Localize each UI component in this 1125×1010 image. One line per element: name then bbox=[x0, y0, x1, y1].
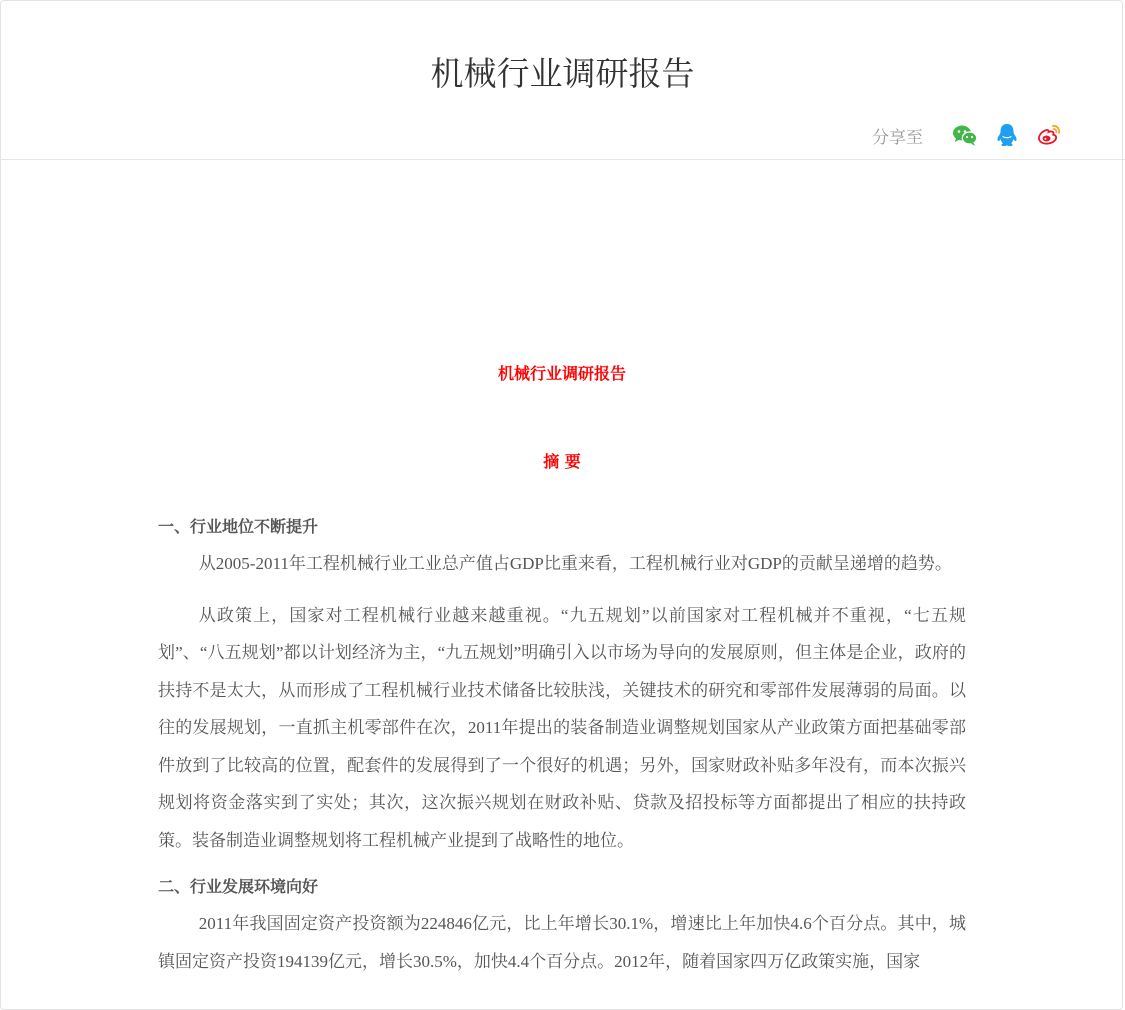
section-heading: 二、行业发展环境向好 bbox=[158, 877, 319, 896]
document-title: 机械行业调研报告 bbox=[497, 364, 626, 383]
document-subtitle: 摘 要 bbox=[543, 452, 581, 471]
share-label: 分享至 bbox=[872, 127, 923, 148]
page-header bbox=[0, 0, 1125, 160]
share-bar bbox=[872, 118, 1063, 152]
wechat-icon[interactable] bbox=[951, 121, 979, 149]
weibo-icon[interactable] bbox=[1035, 121, 1063, 149]
qq-icon[interactable] bbox=[993, 121, 1021, 149]
paragraph: 从政策上，国家对工程机械行业越来越重视。“九五规划”以前国家对工程机械并不重视，“七五规划”、“八五规划”都以计划经济为主，“九五规划”明确引入以市场为导向的发展原则，但主体是企业，政府的扶持不是太大，从而形成了工程机械行业技术储备比较肤浅，关键技术的研究和零部件发展薄弱的局面。以往的发展规划，一直抓主机零部件在次，2011年提出的装备制造业调整规划国家从产业政策方面把基础零部件放到了比较高的位置，配套件的发展得到了一个很好的机遇；另外，国家财政补贴多年没有，而本次振兴规划将资金落实到了实处；其次，这次振兴规划在财政补贴、贷款及招投标等方面都提出了相应的扶持政策。装备制造业调整规划将工程机械产业提到了战略性的地位。 bbox=[158, 605, 966, 850]
paragraph: 从2005-2011年工程机械行业工业总产值占GDP比重来看，工程机械行业对GDP的贡献呈递增的趋势。 bbox=[198, 554, 952, 573]
article-body bbox=[158, 160, 966, 980]
page-title: 机械行业调研报告 bbox=[430, 54, 695, 93]
paragraph: 2011年我国固定资产投资额为224846亿元，比上年增长30.1%，增速比上年加快4.6个百分点。其中，城镇固定资产投资194139亿元，增长30.5%，加快4.4个百分点。2012年，随着国家四万亿政策实施，国家 bbox=[158, 914, 966, 971]
section-heading: 一、行业地位不断提升 bbox=[158, 517, 319, 536]
